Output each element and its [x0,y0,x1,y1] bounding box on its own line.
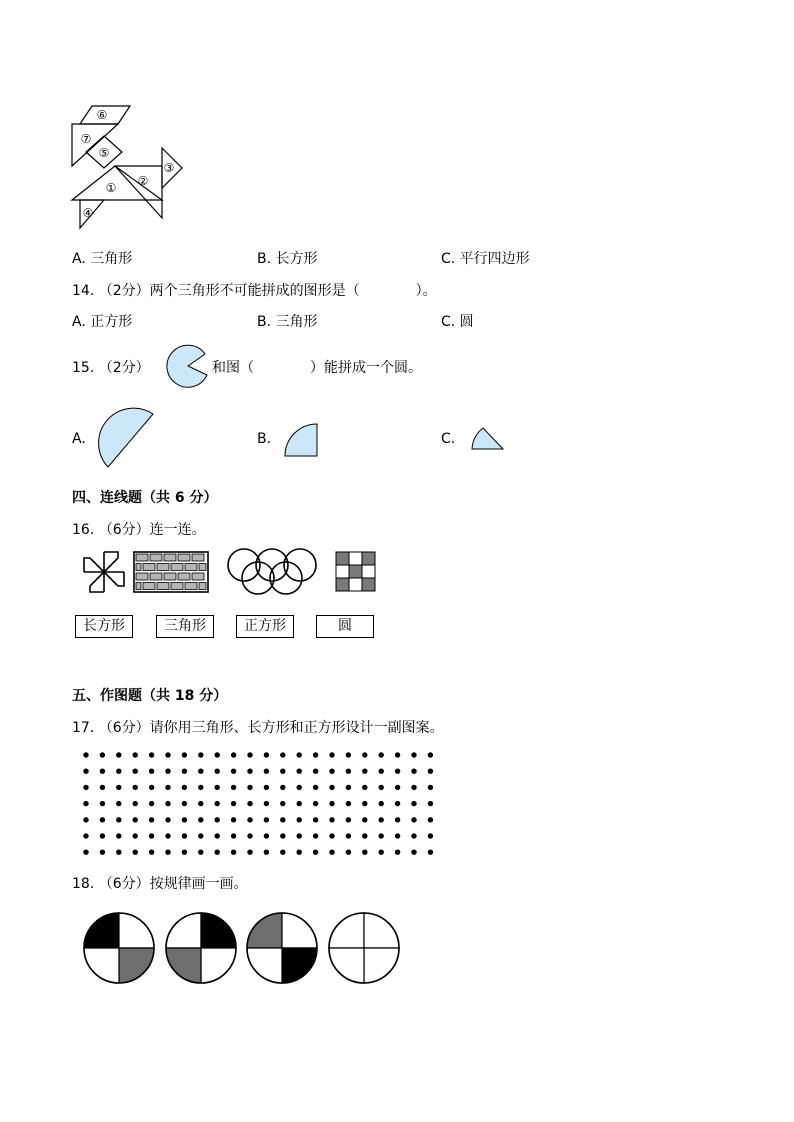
tangram-label-7: ⑦ [80,132,92,146]
label-square: 正方形 [236,615,294,638]
q15-option-b: B. [257,431,272,447]
q14-option-a: A. 正方形 [72,314,133,330]
q15-option-a: A. [72,431,86,447]
tangram-label-1: ① [105,181,117,195]
section5-heading: 五、作图题（共 18 分） [72,688,228,704]
tangram-label-5: ⑤ [98,146,110,160]
q13-option-b: B. 长方形 [257,251,318,267]
tangram-label-2: ② [137,174,149,188]
tangram-label-6: ⑥ [96,108,108,122]
q14-question: 14. （2分）两个三角形不可能拼成的图形是（ ）。 [72,283,437,299]
tangram-label-4: ④ [82,206,94,220]
q14-option-c: C. 圆 [441,314,474,330]
label-rectangle: 长方形 [75,615,133,638]
q15-prefix: 15. （2分） [72,360,150,376]
q14-option-b: B. 三角形 [257,314,318,330]
section4-heading: 四、连线题（共 6 分） [72,490,218,506]
label-triangle: 三角形 [156,615,214,638]
label-circle: 圆 [316,615,374,638]
q15-option-c: C. [441,431,456,447]
q18-question: 18. （6分）按规律画一画。 [72,876,248,892]
q15-suffix: 和图（ ）能拼成一个圆。 [212,360,422,376]
q13-option-c: C. 平行四边形 [441,251,530,267]
q17-question: 17. （6分）请你用三角形、长方形和正方形设计一副图案。 [72,720,444,736]
q16-question: 16. （6分）连一连。 [72,522,206,538]
tangram-label-3: ③ [163,161,175,175]
q13-option-a: A. 三角形 [72,251,133,267]
